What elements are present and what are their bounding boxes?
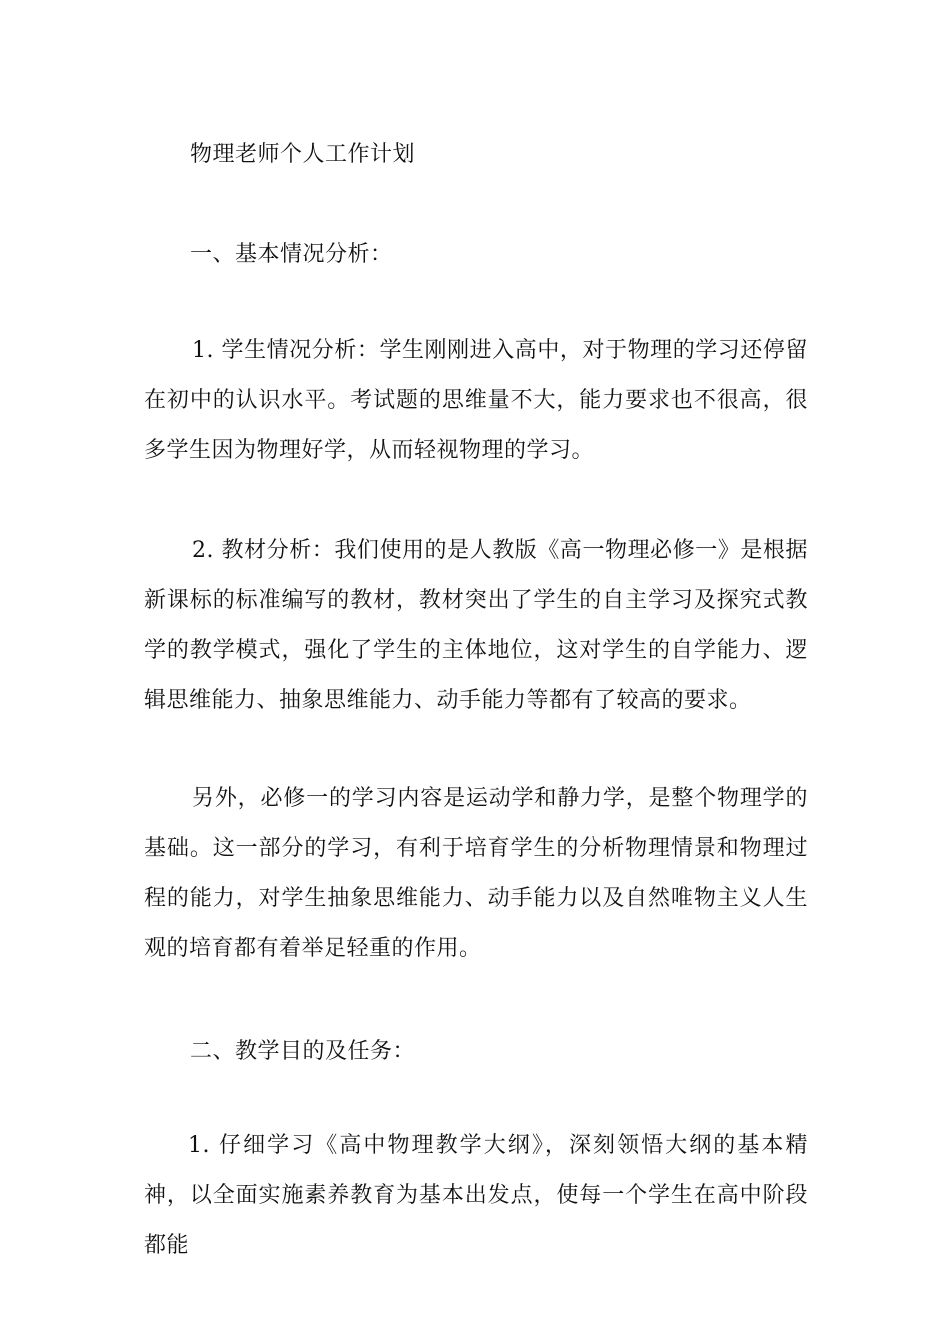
paragraph-textbook-analysis: 2. 教材分析：我们使用的是人教版《高一物理必修一》是根据新课标的标准编写的教材，教材突出了学生的自主学习及探究式教学的教学模式，强化了学生的主体地位，这对学生的自学能力、逻辑思维能力、抽象思维能力、动手能力等都有了较高的要求。 <box>144 538 808 713</box>
paragraph-additional-notes: 另外，必修一的学习内容是运动学和静力学，是整个物理学的基础。这一部分的学习，有利于培育学生的分析物理情景和物理过程的能力，对学生抽象思维能力、动手能力以及自然唯物主义人生观的培育都有着举足轻重的作用。 <box>144 786 808 961</box>
paragraph-study-syllabus: 1. 仔细学习《高中物理教学大纲》，深刻领悟大纲的基本精神，以全面实施素养教育为基本出发点，使每一个学生在高中阶段都能 <box>144 1133 808 1258</box>
document-title: 物理老师个人工作计划 <box>190 142 416 167</box>
paragraph-student-analysis: 1. 学生情况分析：学生刚刚进入高中，对于物理的学习还停留在初中的认识水平。考试题的思维量不大，能力要求也不很高，很多学生因为物理好学，从而轻视物理的学习。 <box>144 338 808 463</box>
section-heading-basic-analysis: 一、基本情况分析： <box>190 242 393 267</box>
section-heading-teaching-goals: 二、教学目的及任务： <box>190 1039 416 1064</box>
